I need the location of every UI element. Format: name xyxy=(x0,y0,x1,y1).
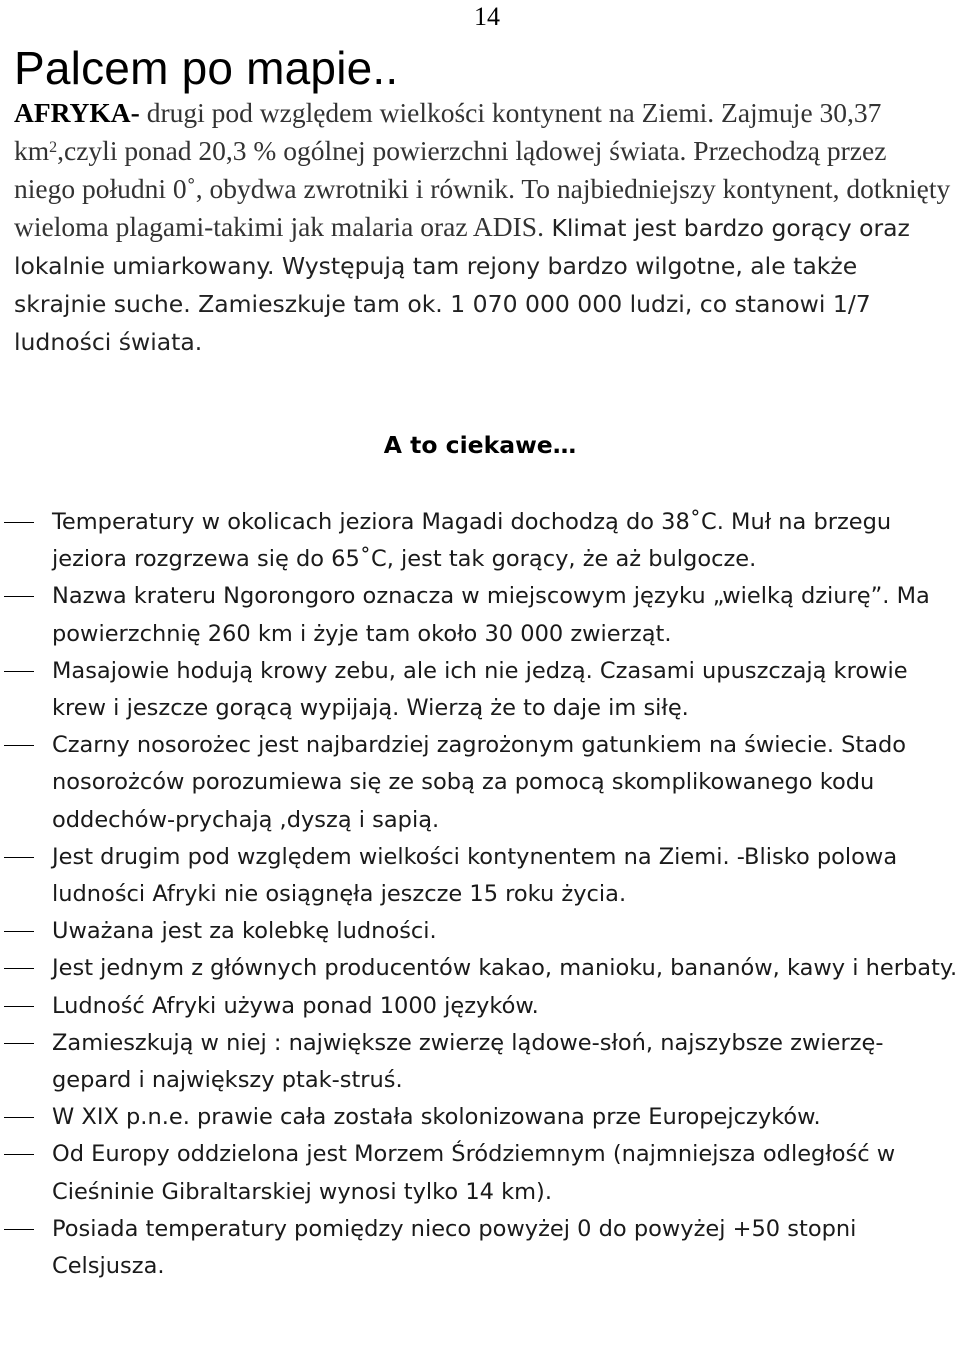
intro-text-part3: Klimat jest bardzo gorący oraz lokalnie umiarkowany. Występują tam rejony bardzo wilgotne, ale także skrajnie suche. Zamieszkuje tam ok. 1 070 000 000 ludzi, co stanowi 1/7 ludności świata. xyxy=(14,214,910,356)
dash-bullet-icon xyxy=(4,1043,34,1044)
dash-bullet-icon xyxy=(4,671,34,672)
facts-list xyxy=(0,504,960,1285)
fact-item xyxy=(0,839,960,913)
dash-bullet-icon xyxy=(4,931,34,932)
dash-bullet-icon xyxy=(4,1154,34,1155)
dash-bullet-icon xyxy=(4,968,34,969)
intro-text-part1: drugi pod względem wielkości kontynent na Ziemi. Zajmuje 30,37 km xyxy=(14,97,882,166)
fact-item xyxy=(0,578,960,652)
fact-item xyxy=(0,1099,960,1136)
fact-item xyxy=(0,988,960,1025)
fact-text: Czarny nosorożec jest najbardziej zagrożonym gatunkiem na świecie. Stado nosorożców porozumiewa się ze sobą za pomocą skomplikowanego kodu oddechów-prychają ,dyszą i sapią. xyxy=(52,732,907,833)
dash-bullet-icon xyxy=(4,1229,34,1230)
fact-text: Masajowie hodują krowy zebu, ale ich nie jedzą. Czasami upuszczają krowie krew i jeszcze gorącą wypijają. Wierzą że to daje im siłę. xyxy=(52,657,908,722)
dash-bullet-icon xyxy=(4,857,34,858)
fact-item xyxy=(0,1211,960,1285)
fact-item xyxy=(0,950,960,987)
fact-item xyxy=(0,1136,960,1210)
fact-text: Posiada temperatury pomiędzy nieco powyżej 0 do powyżej +50 stopni Celsjusza. xyxy=(52,1215,857,1280)
intro-lead-bold: AFRYKA- xyxy=(14,97,140,128)
fact-item xyxy=(0,504,960,578)
fact-text: Nazwa krateru Ngorongoro oznacza w miejscowym języku „wielką dziurę”. Ma powierzchnię 260 km i żyje tam około 30 000 zwierząt. xyxy=(52,583,930,647)
dash-bullet-icon xyxy=(4,522,34,523)
fact-text: Uważana jest za kolebkę ludności. xyxy=(52,918,437,945)
intro-superscript: 2 xyxy=(49,139,58,156)
fact-item xyxy=(0,727,960,839)
fact-item xyxy=(0,913,960,950)
intro-paragraph xyxy=(14,94,954,361)
fact-text: Jest drugim pod względem wielkości kontynentem na Ziemi. -Blisko polowa ludności Afryki nie osiągnęła jeszcze 15 roku życia. xyxy=(52,843,898,908)
fact-item xyxy=(0,653,960,727)
dash-bullet-icon xyxy=(4,596,34,597)
page-title: Palcem po mapie.. xyxy=(14,42,399,94)
fact-text: Jest jednym z głównych producentów kakao, manioku, bananów, kawy i herbaty. xyxy=(52,955,958,982)
section-subheading: A to ciekawe… xyxy=(383,431,577,459)
intro-text-part2: ,czyli ponad 20,3 % ogólnej powierzchni lądowej świata. Przechodzą przez niego południ 0˚, obydwa zwrotniki i równik. To najbiedniejszy kontynent, dotknięty wieloma plagami-takimi jak malaria oraz ADIS. xyxy=(14,135,951,242)
fact-text: W XIX p.n.e. prawie cała została skolonizowana prze Europejczyków. xyxy=(52,1104,821,1131)
fact-item xyxy=(0,1025,960,1099)
fact-text: Zamieszkują w niej : największe zwierzę lądowe-słoń, najszybsze zwierzę-gepard i największy ptak-struś. xyxy=(52,1029,884,1094)
fact-text: Ludność Afryki używa ponad 1000 języków. xyxy=(52,992,539,1019)
fact-text: Temperatury w okolicach jeziora Magadi dochodzą do 38˚C. Muł na brzegu jeziora rozgrzewa się do 65˚C, jest tak gorący, że aż bulgocze. xyxy=(52,509,892,573)
dash-bullet-icon xyxy=(4,1117,34,1118)
dash-bullet-icon xyxy=(4,1006,34,1007)
fact-text: Od Europy oddzielona jest Morzem Śródziemnym (najmniejsza odległość w Cieśninie Gibraltarskiej wynosi tylko 14 km). xyxy=(52,1141,896,1205)
dash-bullet-icon xyxy=(4,745,34,746)
page-number: 14 xyxy=(474,2,500,31)
